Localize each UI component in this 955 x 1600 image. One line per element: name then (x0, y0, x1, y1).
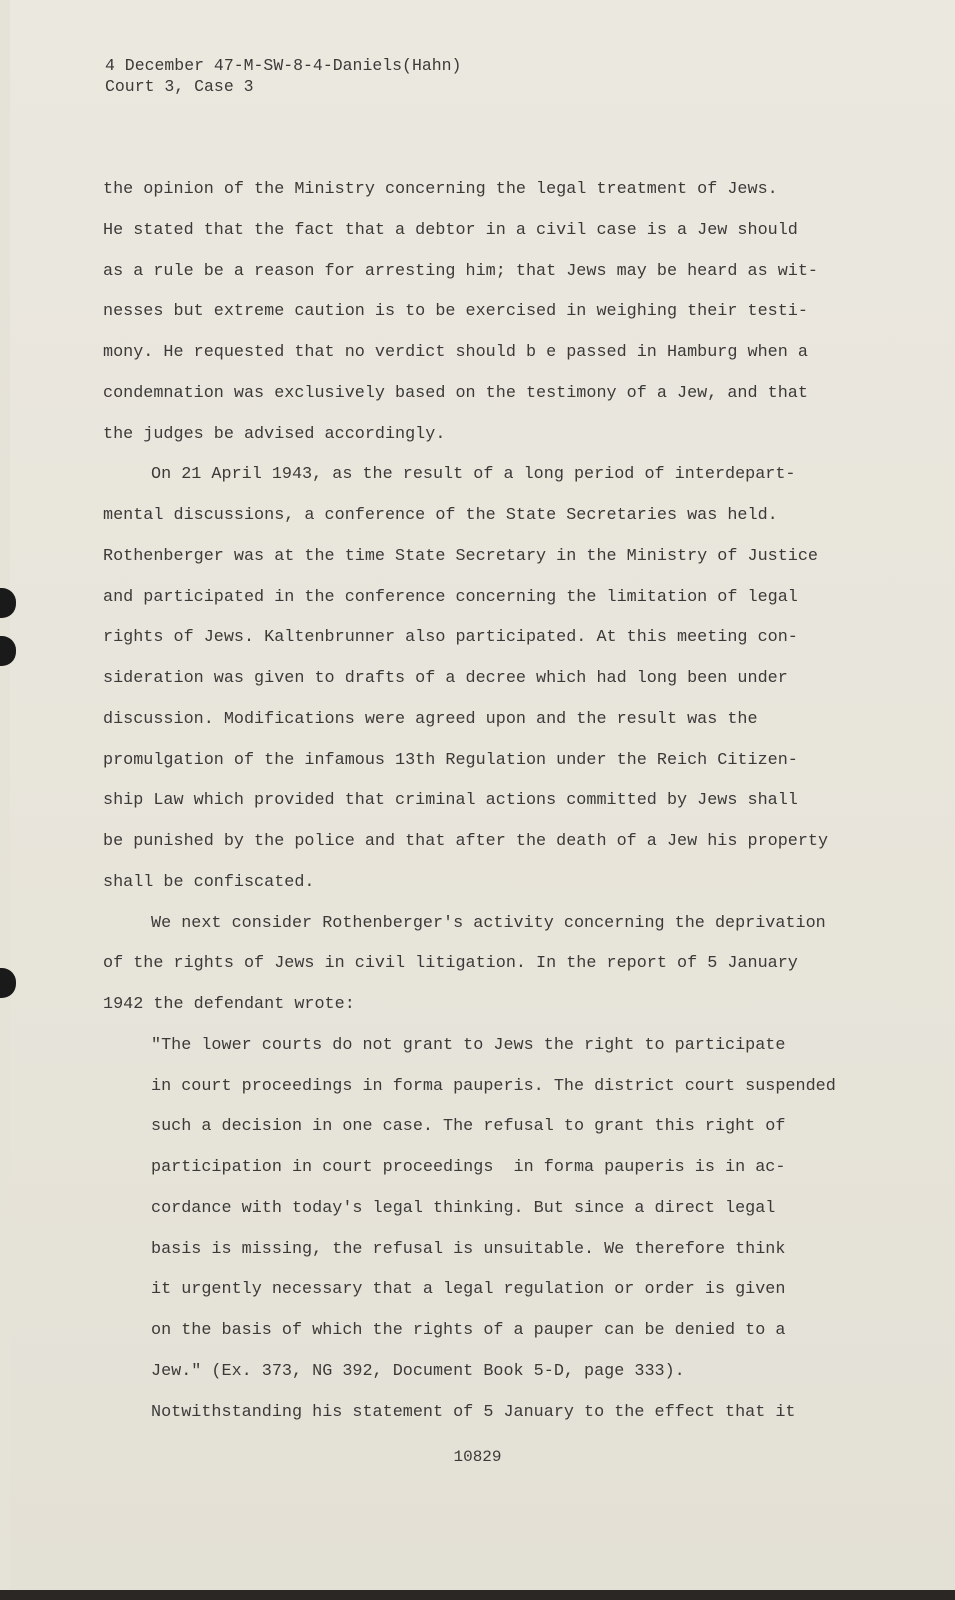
page-number: 10829 (453, 1448, 502, 1466)
text-line: be punished by the police and that after the death of a Jew his property (103, 832, 829, 851)
header-court-case: Court 3, Case 3 (105, 77, 254, 96)
quote-line: Jew." (Ex. 373, NG 392, Document Book 5-D, page 333). (151, 1361, 685, 1381)
text-line: the opinion of the Ministry concerning the legal treatment of Jews. (103, 180, 778, 199)
text-line: condemnation was exclusively based on the testimony of a Jew, and that (103, 383, 808, 403)
paragraph-start: Notwithstanding his statement of 5 January to the effect that it (151, 1402, 796, 1422)
paragraph-start: We next consider Rothenberger's activity concerning the deprivation (151, 913, 826, 933)
text-line: Rothenberger was at the time State Secretary in the Ministry of Justice (103, 546, 818, 566)
quote-line: in court proceedings in forma pauperis. The district court suspended (151, 1076, 836, 1096)
text-line: ship Law which provided that criminal actions committed by Jews shall (103, 791, 798, 811)
quote-line: cordance with today's legal thinking. But since a direct legal (151, 1198, 776, 1218)
header-reference: 4 December 47-M-SW-8-4-Daniels(Hahn) (105, 56, 462, 75)
quote-line: such a decision in one case. The refusal to grant this right of (151, 1117, 786, 1137)
text-line: of the rights of Jews in civil litigation. In the report of 5 January (103, 954, 798, 974)
text-line: He stated that the fact that a debtor in a civil case is a Jew should (103, 220, 798, 240)
text-line: sideration was given to drafts of a decree which had long been under (103, 669, 788, 688)
quote-line: basis is missing, the refusal is unsuitable. We therefore think (151, 1239, 786, 1259)
quote-line: "The lower courts do not grant to Jews the right to participate (151, 1035, 786, 1055)
text-line: as a rule be a reason for arresting him; that Jews may be heard as wit- (103, 261, 818, 281)
text-line: promulgation of the infamous 13th Regulation under the Reich Citizen- (103, 750, 798, 770)
page-bottom-edge (0, 1590, 955, 1600)
text-line: the judges be advised accordingly. (103, 424, 446, 444)
quote-line: it urgently necessary that a legal regulation or order is given (151, 1280, 786, 1300)
quote-line: on the basis of which the rights of a pauper can be denied to a (151, 1321, 786, 1340)
text-line: mony. He requested that no verdict should b e passed in Hamburg when a (103, 343, 808, 362)
text-line: shall be confiscated. (103, 872, 315, 892)
paragraph-start: On 21 April 1943, as the result of a long period of interdepart- (151, 465, 796, 485)
text-line: rights of Jews. Kaltenbrunner also participated. At this meeting con- (103, 628, 798, 648)
quote-line: participation in court proceedings in forma pauperis is in ac- (151, 1158, 786, 1177)
document-body (0, 170, 955, 1433)
document-header (105, 55, 461, 97)
text-line: 1942 the defendant wrote: (103, 995, 355, 1014)
text-line: mental discussions, a conference of the State Secretaries was held. (103, 506, 778, 525)
text-line: discussion. Modifications were agreed upon and the result was the (103, 709, 758, 729)
text-line: nesses but extreme caution is to be exercised in weighing their testi- (103, 302, 808, 322)
text-line: and participated in the conference concerning the limitation of legal (103, 587, 798, 607)
